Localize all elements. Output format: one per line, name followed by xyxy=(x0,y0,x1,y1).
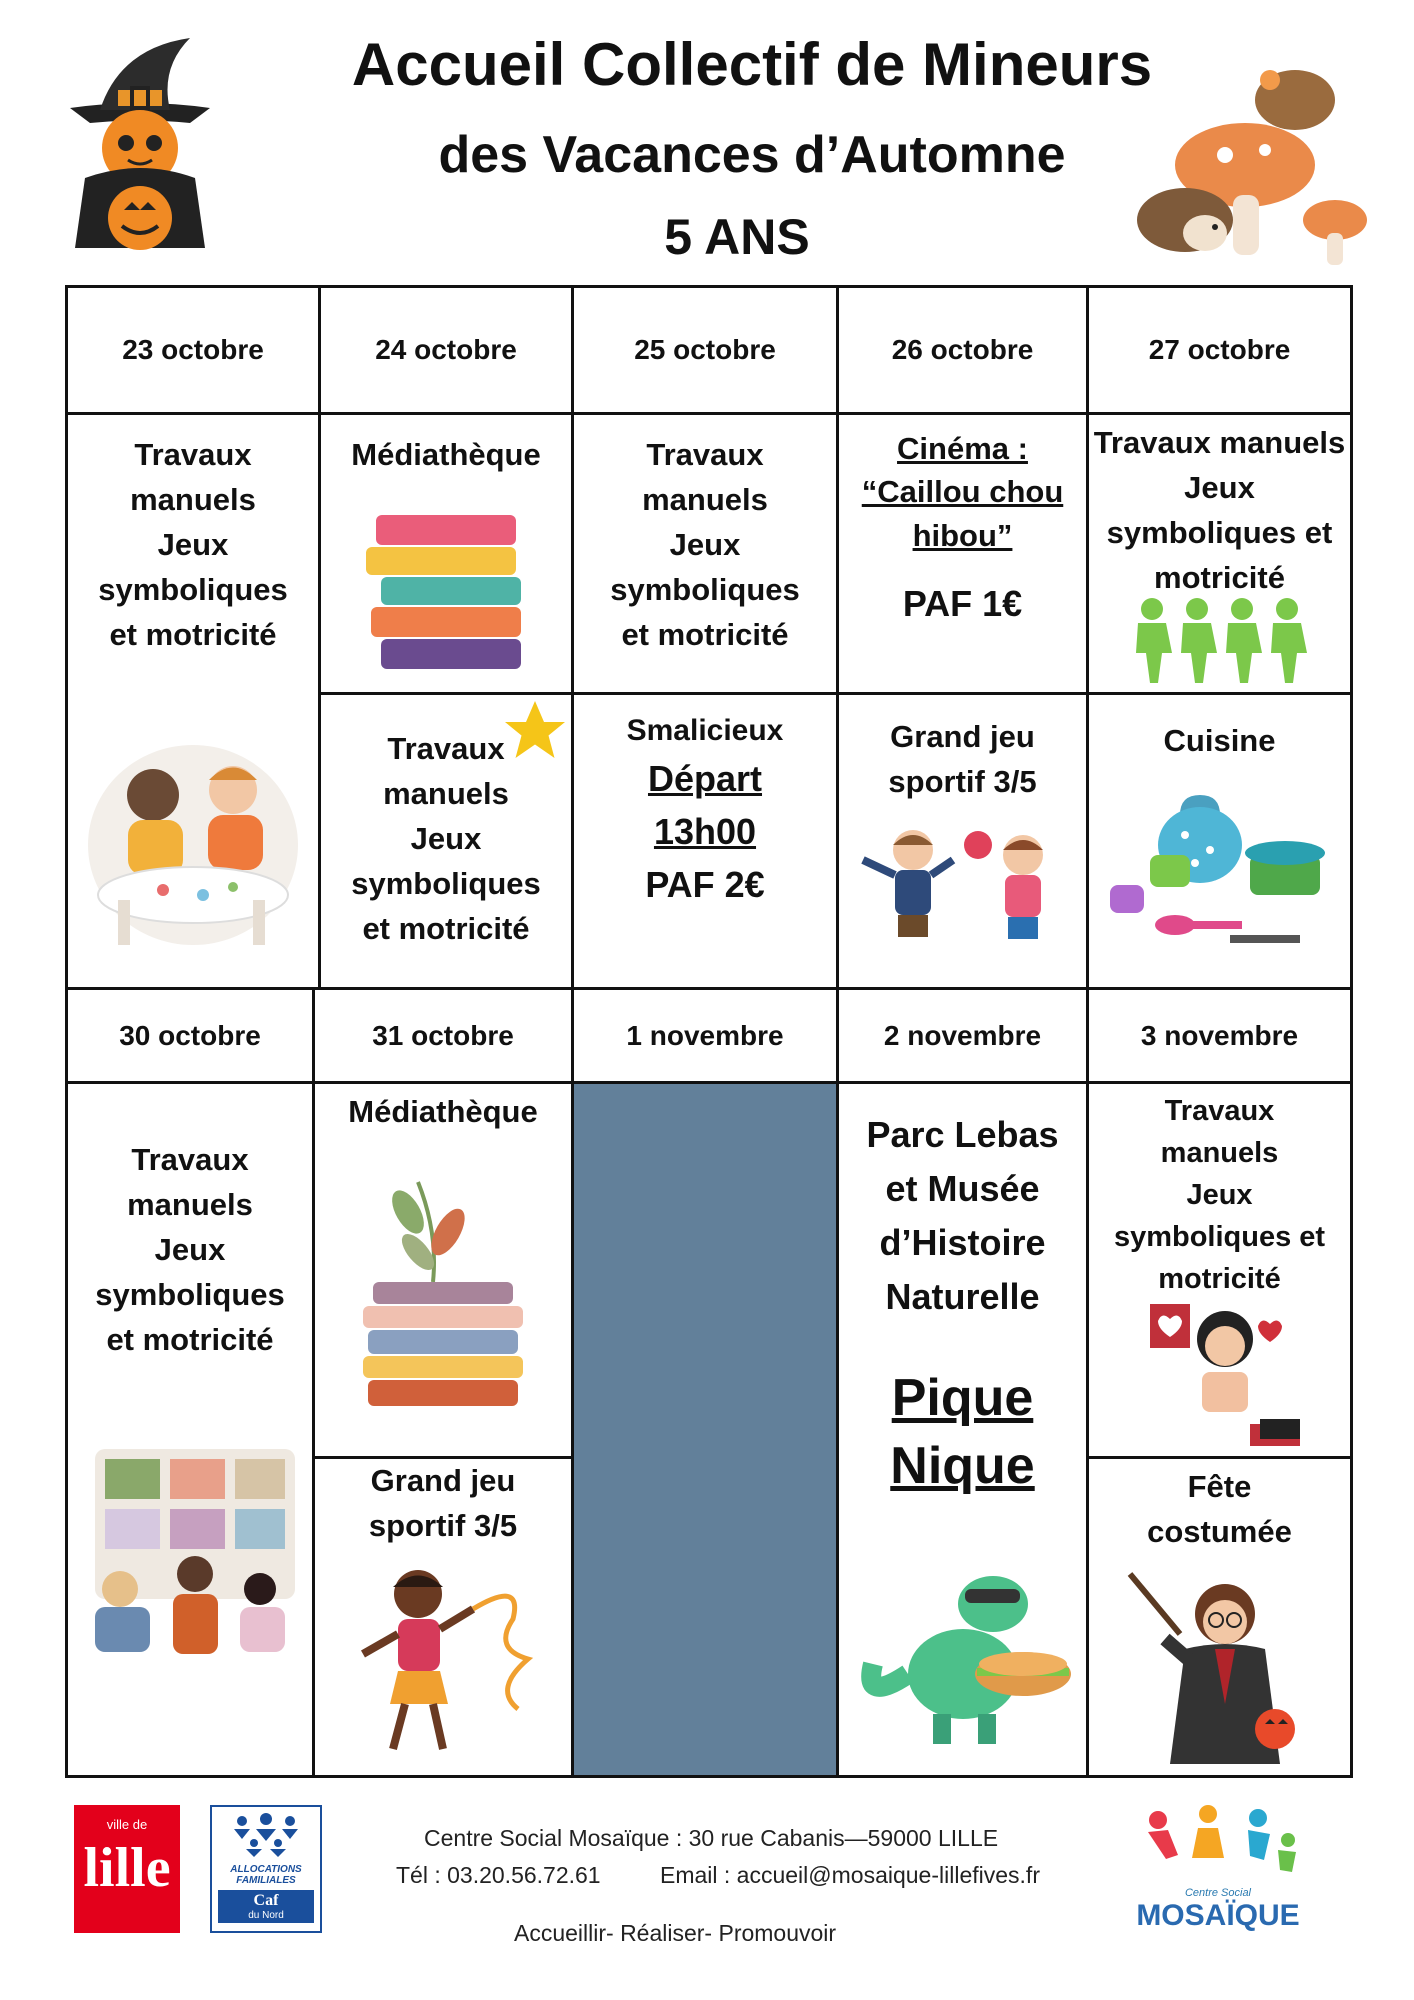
activity-24-oct-top: Médiathèque xyxy=(318,412,574,695)
centre-social-mosaique-logo xyxy=(1118,1800,1318,1940)
wizard-costume-boy-icon xyxy=(1110,1564,1330,1774)
date-cell-27-oct: 27 octobre xyxy=(1086,285,1353,415)
caf-line-2: FAMILIALES xyxy=(236,1875,296,1886)
activity-31-oct-top: Médiathèque xyxy=(312,1081,574,1459)
ville-de-lille-logo xyxy=(74,1805,180,1933)
girl-ribbon-dancing-icon xyxy=(343,1559,543,1759)
activity-24-oct-bottom: Travaux manuels Jeux symboliques et motricité xyxy=(318,692,574,990)
closed-day-1-nov xyxy=(571,1081,839,1778)
title-line-2: des Vacances d’Automne xyxy=(438,126,1066,184)
lille-logo-big-text: lille xyxy=(83,1837,171,1899)
witch-pumpkin-icon xyxy=(40,28,240,258)
date-cell-3-nov: 3 novembre xyxy=(1086,987,1353,1084)
activity-26-oct-top: Cinéma : “Caillou chou hibou” PAF 1€ xyxy=(836,412,1089,695)
footer-motto: Accueillir- Réaliser- Promouvoir xyxy=(514,1920,837,1946)
dinosaur-sandwich-icon xyxy=(853,1554,1073,1754)
mosaique-big-text: MOSAÏQUE xyxy=(1136,1899,1300,1932)
paper-chain-people-icon xyxy=(1130,595,1310,685)
star-icon xyxy=(499,695,571,767)
books-with-leaves-icon xyxy=(348,1172,538,1422)
activity-3-nov-bottom: Fête costumée xyxy=(1086,1456,1353,1778)
date-cell-30-oct: 30 octobre xyxy=(65,987,315,1084)
lille-logo-small-text: ville de xyxy=(106,1817,148,1832)
activity-27-oct-top: Travaux manuels Jeux symboliques et motricité xyxy=(1086,412,1353,695)
date-cell-24-oct: 24 octobre xyxy=(318,285,574,415)
date-cell-25-oct: 25 octobre xyxy=(571,285,839,415)
caf-du-nord-logo xyxy=(210,1805,322,1933)
kids-crafting-icon xyxy=(83,735,303,955)
date-cell-2-nov: 2 novembre xyxy=(836,987,1089,1084)
footer-address: Centre Social Mosaïque : 30 rue Cabanis—59000 LILLE xyxy=(424,1825,999,1851)
date-cell-1-nov: 1 novembre xyxy=(571,987,839,1084)
caf-line-3: Caf xyxy=(253,1892,279,1909)
activity-26-oct-bottom: Grand jeu sportif 3/5 xyxy=(836,692,1089,990)
mushroom-hedgehog-icon xyxy=(1125,55,1375,270)
activity-30-oct: Travaux manuels Jeux symboliques et motricité xyxy=(65,1081,315,1778)
caf-line-1: ALLOCATIONS xyxy=(230,1864,302,1875)
footer-email: Email : accueil@mosaique-lillefives.fr xyxy=(660,1862,1040,1888)
footer-phone: Tél : 03.20.56.72.61 xyxy=(396,1862,601,1888)
title-age: 5 ANS xyxy=(664,209,810,265)
kitchenware-icon xyxy=(1100,785,1340,955)
date-cell-31-oct: 31 octobre xyxy=(312,987,574,1084)
activity-23-oct: Travaux manuels Jeux symboliques et motricité xyxy=(65,412,321,990)
kids-sensory-wall-icon xyxy=(75,1439,305,1669)
activity-31-oct-bottom: Grand jeu sportif 3/5 xyxy=(312,1456,574,1778)
kids-playing-ball-icon xyxy=(853,820,1073,970)
title-line-1: Accueil Collectif de Mineurs xyxy=(351,31,1153,98)
girl-paper-craft-icon xyxy=(1130,1294,1310,1454)
activity-2-nov: Parc Lebas et Musée d’Histoire Naturelle Pique Nique xyxy=(836,1081,1089,1778)
caf-figures-icon xyxy=(226,1813,306,1859)
books-stack-icon xyxy=(356,505,536,675)
activity-27-oct-bottom: Cuisine xyxy=(1086,692,1353,990)
activity-25-oct-bottom: Smalicieux Départ 13h00 PAF 2€ xyxy=(571,692,839,990)
mosaique-figures-icon xyxy=(1128,1800,1308,1890)
caf-line-4: du Nord xyxy=(248,1910,284,1921)
activity-3-nov-top: Travaux manuels Jeux symboliques et motricité xyxy=(1086,1081,1353,1459)
date-cell-23-oct: 23 octobre xyxy=(65,285,321,415)
activity-25-oct-top: Travaux manuels Jeux symboliques et motricité xyxy=(571,412,839,695)
mosaique-small-text: Centre Social xyxy=(1184,1887,1252,1899)
date-cell-26-oct: 26 octobre xyxy=(836,285,1089,415)
